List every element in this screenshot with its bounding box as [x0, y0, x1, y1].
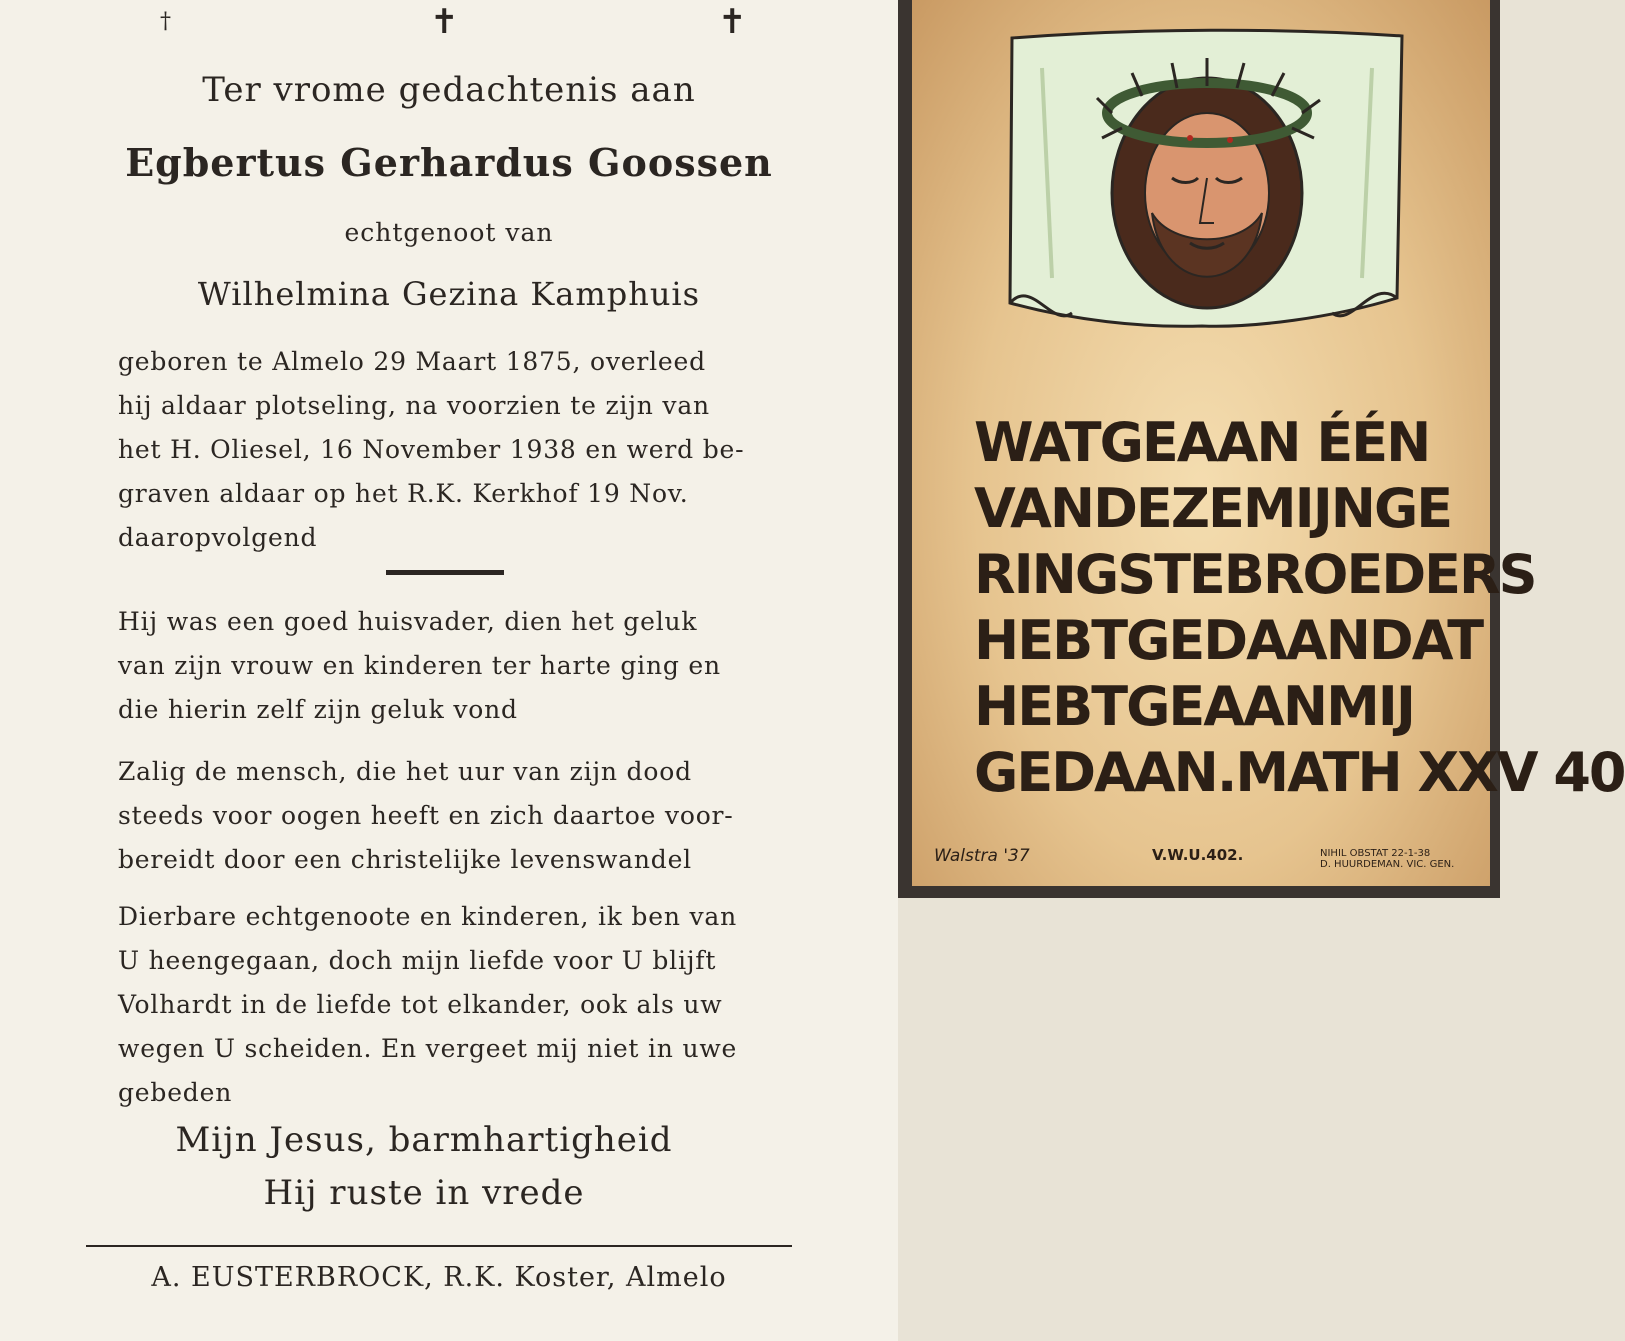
footer-rule	[86, 1245, 792, 1247]
artist-signature: Walstra '37	[934, 846, 1030, 866]
bio-line: graven aldaar op het R.K. Kerkhof 19 Nov.	[118, 479, 689, 508]
bio-line: hij aldaar plotseling, na voorzien te zijn van	[118, 391, 710, 420]
printer-credit: A. EUSTERBROCK, R.K. Koster, Almelo	[151, 1262, 727, 1293]
nihil-line: NIHIL OBSTAT 22-1-38	[1320, 848, 1431, 859]
scripture-verse	[974, 410, 1625, 806]
cross-icon: †	[160, 9, 171, 34]
card-illustration	[912, 0, 1625, 886]
deceased-name: Egbertus Gerhardus Goossen	[125, 140, 773, 185]
beatitude-line: bereidt door een christelijke levenswandel	[118, 845, 692, 874]
household-paragraph	[118, 600, 770, 732]
verse-line: RINGSTEBROEDERS	[974, 543, 1536, 606]
verse-line: VANDEZEMIJNGE	[974, 477, 1452, 540]
holy-face-card	[898, 0, 1625, 898]
beatitude-line: steeds voor oogen heeft en zich daartoe voor-	[118, 801, 734, 830]
farewell-line: Dierbare echtgenoote en kinderen, ik ben van	[118, 902, 738, 931]
beatitude-line: Zalig de mensch, die het uur van zijn dood	[118, 757, 692, 786]
farewell-line: wegen U scheiden. En vergeet mij niet in uwe	[118, 1034, 738, 1063]
closing-prayer: Mijn Jesus, barmhartigheid	[175, 1120, 673, 1160]
household-line: die hierin zelf zijn geluk vond	[118, 695, 518, 724]
household-line: van zijn vrouw en kinderen ter harte ging en	[118, 651, 721, 680]
beatitude-paragraph	[118, 750, 770, 882]
verse-line: HEBTGEDAANDAT	[974, 609, 1483, 672]
divider	[386, 570, 504, 575]
verse-line: HEBTGEAANMIJ	[974, 675, 1414, 738]
farewell-line: Volhardt in de liefde tot elkander, ook als uw	[118, 990, 723, 1019]
bio-line: geboren te Almelo 29 Maart 1875, overleed	[118, 347, 706, 376]
farewell-line: gebeden	[118, 1078, 233, 1107]
nihil-obstat	[1320, 848, 1454, 870]
intro-heading: Ter vrome gedachtenis aan	[202, 70, 696, 110]
card-code: V.W.U.402.	[1152, 846, 1244, 864]
biography-paragraph	[118, 340, 770, 560]
household-line: Hij was een goed huisvader, dien het geluk	[118, 607, 698, 636]
cross-icon: ✝	[718, 2, 747, 42]
farewell-line: U heengegaan, doch mijn liefde voor U blijft	[118, 946, 717, 975]
farewell-paragraph	[118, 895, 770, 1115]
veronica-veil-illustration	[1002, 28, 1412, 338]
bio-line: het H. Oliesel, 16 November 1938 en werd be-	[118, 435, 745, 464]
verse-line: WATGEAAN ÉÉN	[974, 411, 1430, 474]
cross-icon: ✝	[430, 2, 459, 42]
bio-line: daaropvolgend	[118, 523, 318, 552]
nihil-line: D. HUURDEMAN. VIC. GEN.	[1320, 859, 1455, 870]
verse-line: GEDAAN.MATH XXV 40	[974, 741, 1625, 804]
spouse-name: Wilhelmina Gezina Kamphuis	[197, 275, 701, 313]
closing-rest: Hij ruste in vrede	[263, 1173, 585, 1213]
spouse-prefix: echtgenoot van	[344, 218, 554, 247]
cross-ornaments	[0, 0, 898, 44]
